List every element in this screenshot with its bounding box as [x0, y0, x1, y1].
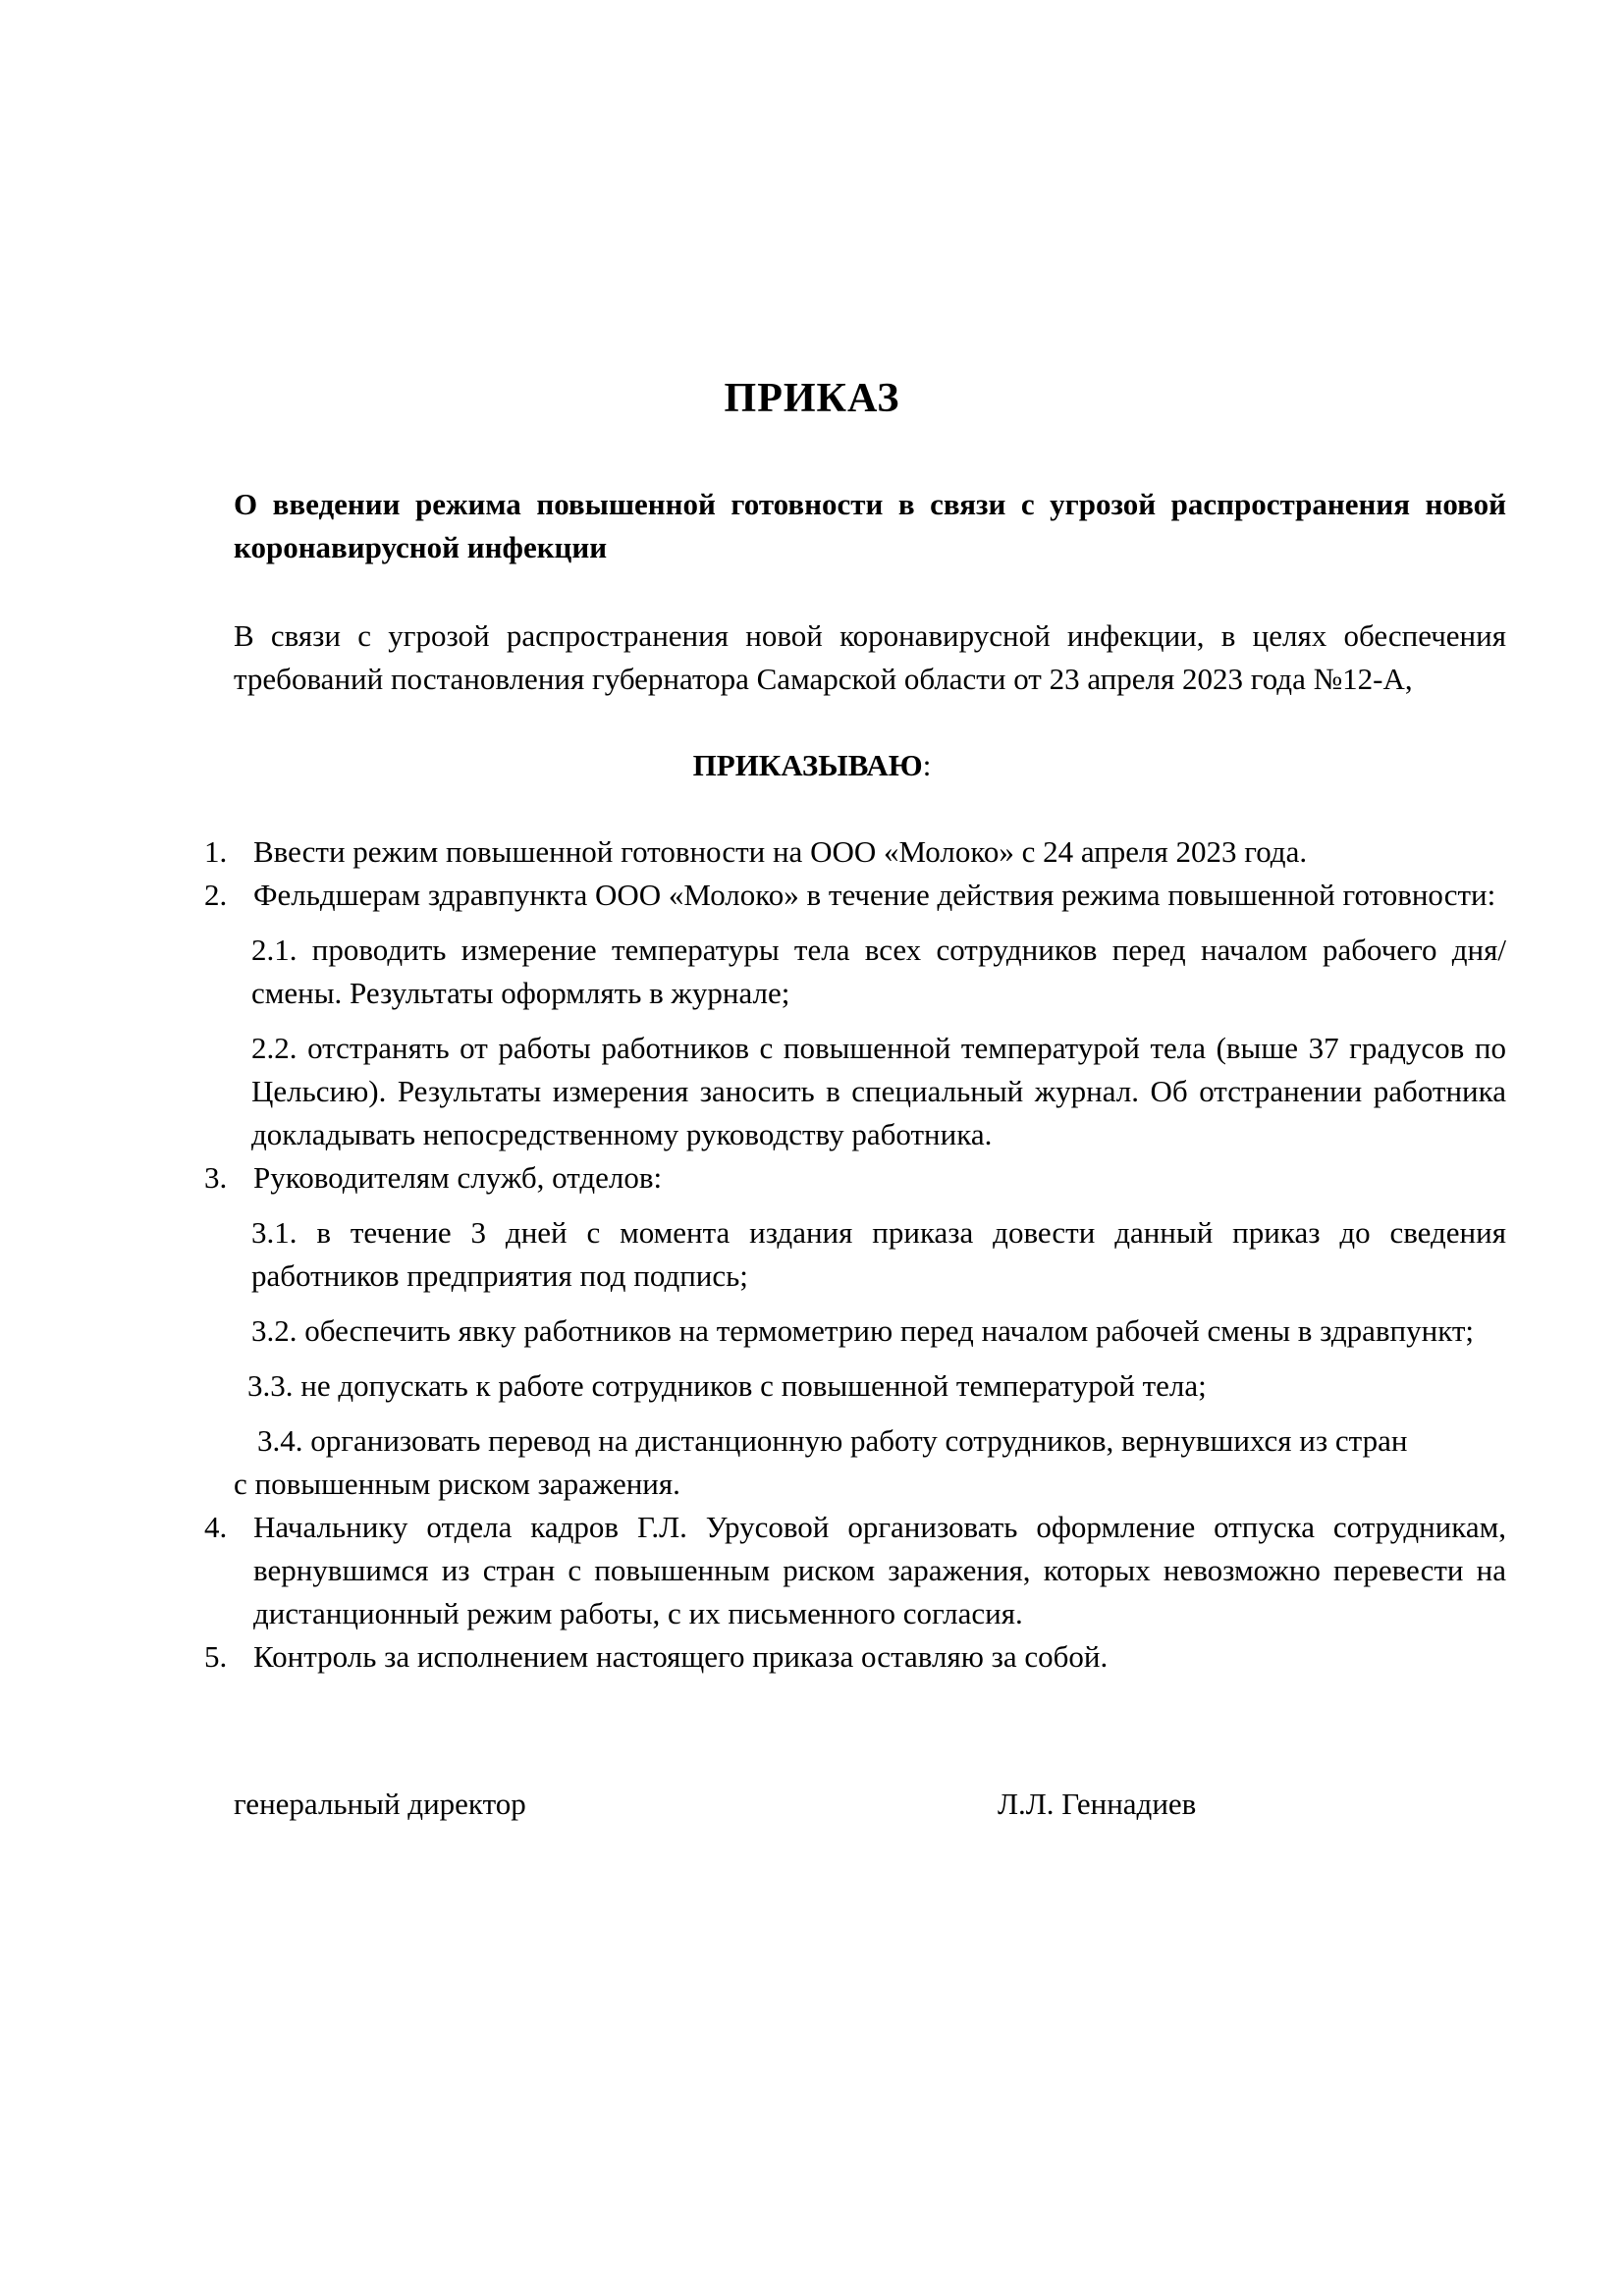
- list-item: [196, 1506, 1506, 1635]
- sub-item: [196, 1353, 1506, 1408]
- list-item-number: 4.: [204, 1510, 228, 1544]
- list-item-number: 2.: [204, 878, 228, 912]
- sub-item-text: с повышенным риском заражения.: [234, 1467, 680, 1501]
- sub-item: [196, 917, 1506, 1015]
- signatory-name: Л.Л. Геннадиев: [998, 1787, 1197, 1821]
- list-item: [196, 830, 1506, 874]
- sub-item-text: 3.4. организовать перевод на дистанционную работу сотрудников, вернувшихся из стран: [257, 1423, 1408, 1458]
- list-item-text: Фельдшерам здравпункта ООО «Молоко» в течение действия режима повышенной готовности:: [253, 878, 1496, 912]
- sub-item-continuation: [196, 1463, 1506, 1506]
- document-preamble: В связи с угрозой распространения новой коронавирусной инфекции, в целях обеспечения требований постановления губернатора Самарской области от 23 апреля 2023 года №12-А,: [234, 618, 1506, 696]
- sub-item-text: 2.1. проводить измерение температуры тела всех сотрудников перед началом рабочего дня/смены. Результаты оформлять в журнале;: [251, 933, 1506, 1010]
- list-item: [196, 874, 1506, 917]
- sub-item: [196, 1408, 1506, 1463]
- document-title: ПРИКАЗ: [724, 376, 900, 421]
- sub-item-text: 2.2. отстранять от работы работников с повышенной температурой тела (выше 37 градусов по Цельсию). Результаты измерения заносить в специальный журнал. Об отстранении работника докладывать непосредственному руководству работника.: [251, 1031, 1506, 1151]
- document-subject: О введении режима повышенной готовности в связи с угрозой распространения новой коронавирусной инфекции: [234, 487, 1506, 564]
- order-heading: [0, 744, 1624, 787]
- order-list: [196, 830, 1506, 1679]
- order-word: ПРИКАЗЫВАЮ: [692, 748, 923, 782]
- list-item: [196, 1156, 1506, 1200]
- list-item-number: 1.: [204, 834, 228, 869]
- list-item-number: 5.: [204, 1639, 228, 1674]
- list-item: [196, 1635, 1506, 1679]
- list-item-text: Ввести режим повышенной готовности на ООО «Молоко» с 24 апреля 2023 года.: [253, 834, 1308, 869]
- list-item-text: Контроль за исполнением настоящего приказа оставляю за собой.: [253, 1639, 1109, 1674]
- signatory-position: генеральный директор: [234, 1787, 526, 1821]
- list-item-text: Руководителям служб, отделов:: [253, 1160, 663, 1195]
- sub-item-text: 3.2. обеспечить явку работников на термометрию перед началом рабочей смены в здравпункт;: [251, 1313, 1475, 1348]
- list-item-text: Начальнику отдела кадров Г.Л. Урусовой организовать оформление отпуска сотрудникам, вернувшимся из стран с повышенным риском заражения, которых невозможно перевести на дистанционный режим работы, с их письменного согласия.: [253, 1510, 1506, 1630]
- list-item-number: 3.: [204, 1160, 228, 1195]
- sub-item: [196, 1298, 1506, 1353]
- order-colon: :: [922, 748, 932, 782]
- sub-item: [196, 1200, 1506, 1298]
- sub-item: [196, 1015, 1506, 1156]
- sub-item-text: 3.1. в течение 3 дней с момента издания приказа довести данный приказ до сведения работников предприятия под подпись;: [251, 1215, 1506, 1293]
- sub-item-text: 3.3. не допускать к работе сотрудников с повышенной температурой тела;: [247, 1368, 1207, 1403]
